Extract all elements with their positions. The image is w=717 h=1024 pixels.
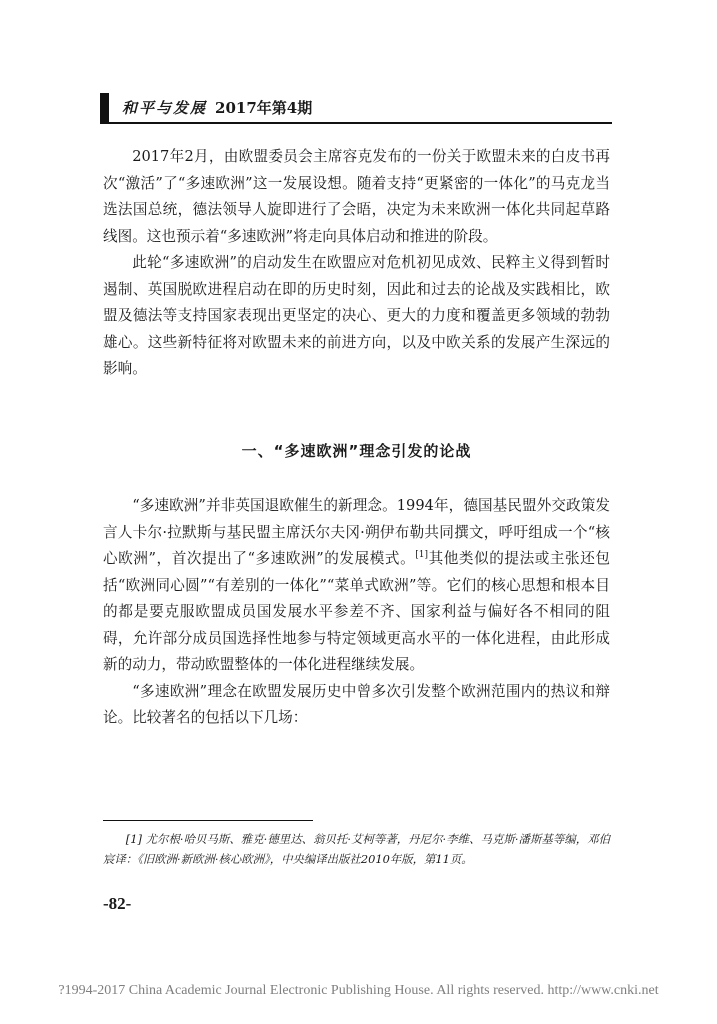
footnote-reference[interactable]: [1] (415, 550, 428, 561)
section-body (103, 493, 610, 732)
issue-label: 2017年第4期 (215, 99, 313, 117)
header-bar (100, 93, 109, 123)
copyright-notice: ?1994-2017 China Academic Journal Electronic Publishing House. All rights reserved. http://www.cnki.net (58, 983, 659, 998)
section-paragraph-2: “多速欧洲”理念在欧盟发展历史中曾多次引发整个欧洲范围内的热议和辩论。比较著名的包括以下几场： (103, 682, 610, 726)
running-header (100, 93, 612, 123)
intro-section (103, 144, 610, 383)
journal-title: 和平与发展 2017年第4期 (122, 99, 313, 117)
header-rule (100, 122, 612, 124)
intro-paragraph-2: 此轮“多速欧洲”的启动发生在欧盟应对危机初见成效、民粹主义得到暂时遏制、英国脱欧进程启动在即的历史时刻，因此和过去的论战及实践相比，欧盟及德法等支持国家表现出更坚定的决心、更大的力度和覆盖更多领域的勃勃雄心。这些新特征将对欧盟未来的前进方向，以及中欧关系的发展产生深远的影响。 (103, 254, 610, 377)
footnote: [1] 尤尔根·哈贝马斯、雅克·德里达、翁贝托·艾柯等著，丹尼尔·李维、马克斯·潘斯基等编，邓伯宸译：《旧欧洲·新欧洲·核心欧洲》，中央编译出版社2010年版，第11页。 (103, 832, 610, 866)
page-number: -82- (103, 894, 132, 913)
footnote-rule (103, 820, 313, 821)
intro-paragraph-1: 2017年2月，由欧盟委员会主席容克发布的一份关于欧盟未来的白皮书再次“激活”了“多速欧洲”这一发展设想。随着支持“更紧密的一体化”的马克龙当选法国总统，德法领导人旋即进行了会晤，决定为未来欧洲一体化共同起草路线图。这也预示着“多速欧洲”将走向具体启动和推进的阶段。 (103, 148, 610, 245)
section-paragraph-1: “多速欧洲”并非英国退欧催生的新理念。1994年，德国基民盟外交政策发言人卡尔·拉默斯与基民盟主席沃尔夫冈·朔伊布勒共同撰文，呼吁组成一个“核心欧洲”，首次提出了“多速欧洲”的发展模式。[1]其他类似的提法或主张还包括“欧洲同心圆”“有差别的一体化”“菜单式欧洲”等。它们的核心思想和根本目的都是要克服欧盟成员国发展水平参差不齐、国家利益与偏好各不相同的阻碍，允许部分成员国选择性地参与特定领域更高水平的一体化进程，由此形成新的动力，带动欧盟整体的一体化进程继续发展。 (103, 497, 610, 673)
section-heading: 一、“多速欧洲”理念引发的论战 (241, 442, 472, 460)
